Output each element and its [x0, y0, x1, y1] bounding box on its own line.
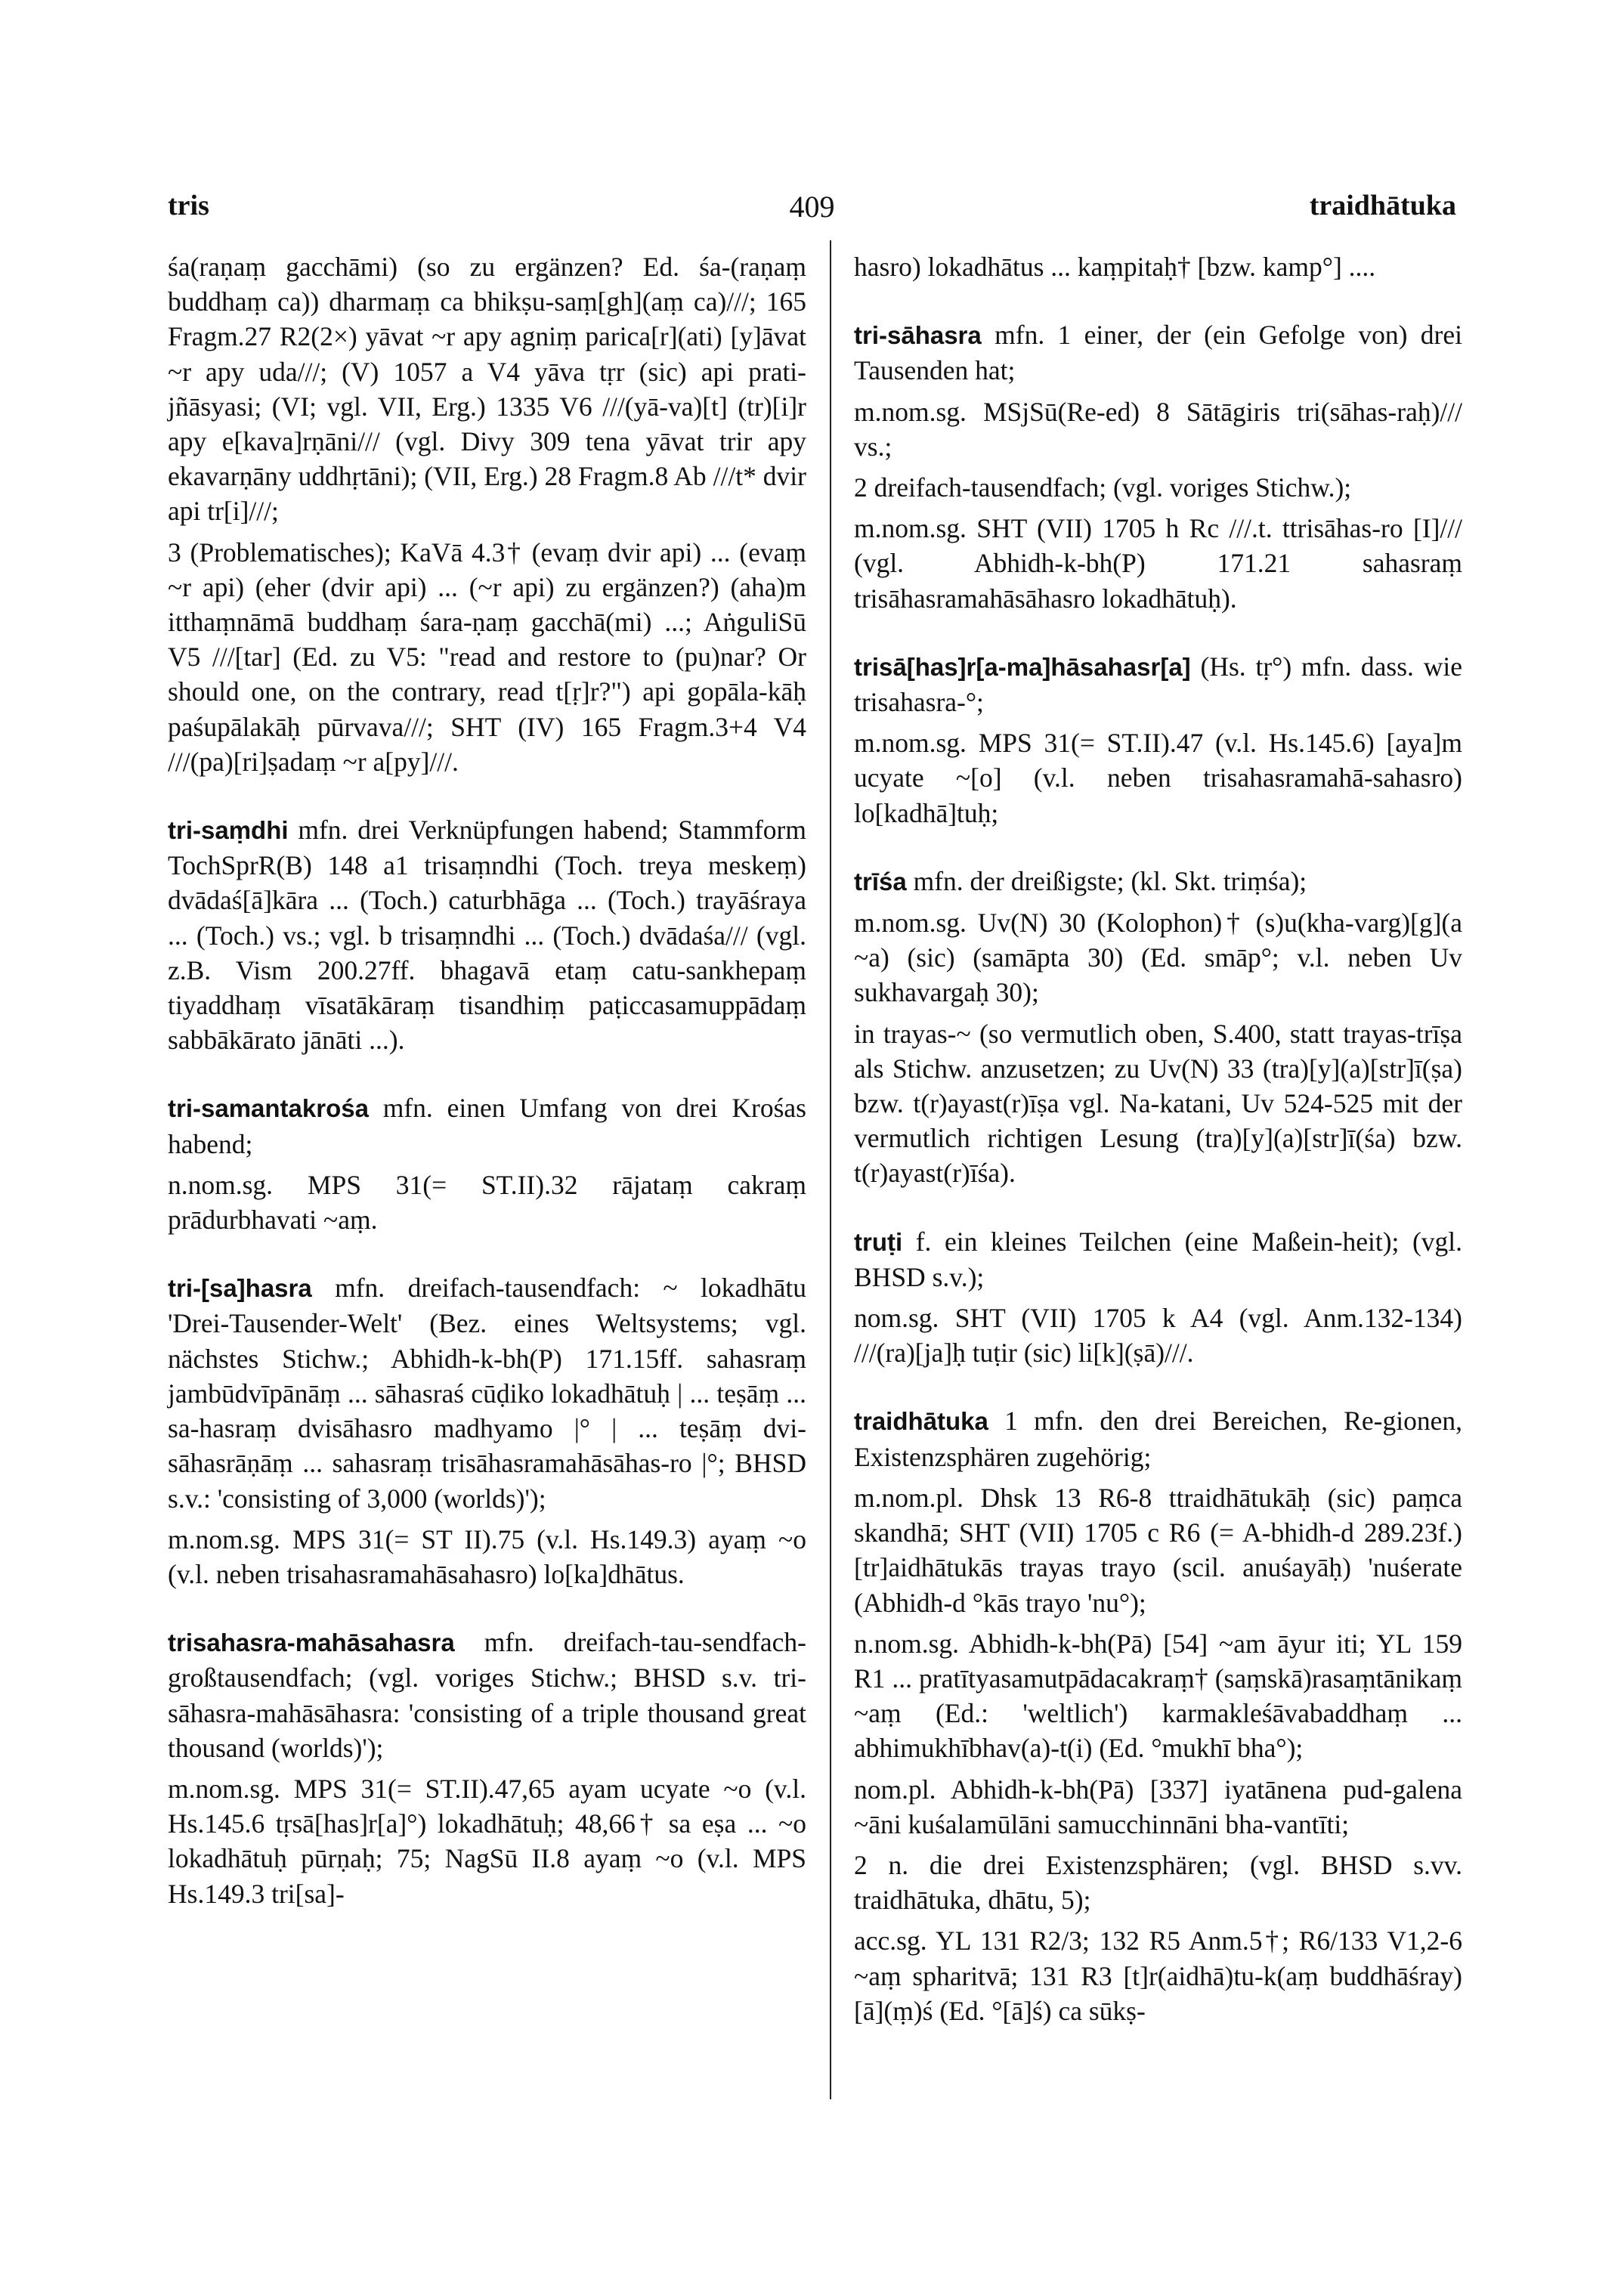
entry-text: mfn. dreifach-tausendfach: ~ lokadhātu 'Drei-Tausender-Welt' (Bez. eines Weltsystems; vgl. nächstes Stichw.; Abhidh-k-bh(P) 171.15ff. sahasraṃ jambūdvīpānāṃ ... sāhasraś cūḍiko lokadhātuḥ | ... teṣāṃ ... sa-hasraṃ dvisāhasro madhyamo |° | ... teṣāṃ dvi-sāhasrāṇāṃ ... sahasraṃ trisāhasramahāsāhas-ro |°; BHSD s.v.: 'consisting of 3,000 (worlds)'); [168, 1273, 807, 1514]
dictionary-entry [854, 317, 1462, 616]
entry-paragraph [854, 1923, 1462, 2028]
entry-text: nom.sg. SHT (VII) 1705 k A4 (vgl. Anm.132-134) ///(ra)[ja]ḥ tuṭir (sic) li[k](ṣā)///. [854, 1303, 1462, 1369]
dictionary-entry [854, 649, 1462, 831]
page-number: 409 [789, 190, 835, 224]
dictionary-entry [854, 1403, 1462, 2028]
entry-paragraph [168, 1090, 806, 1161]
entry-paragraph [168, 812, 806, 1057]
entry-paragraph [854, 1301, 1462, 1370]
entry-paragraph [854, 317, 1462, 388]
entry-text: 2 n. die drei Existenzsphären; (vgl. BHSD s.vv. traidhātuka, dhātu, 5); [854, 1849, 1462, 1916]
entry-text: m.nom.sg. SHT (VII) 1705 h Rc ///.t. ttrisāhas-ro [I]/// (vgl. Abhidh-k-bh(P) 171.21 sahasraṃ trisāhasramahāsāhasro lokadhātuḥ). [854, 513, 1462, 614]
entry-paragraph [854, 1848, 1462, 1917]
dictionary-entry [168, 249, 806, 779]
dictionary-entry [854, 1224, 1462, 1371]
entry-text: mfn. einen Umfang von drei Krośas habend; [168, 1093, 806, 1159]
entry-paragraph [854, 1480, 1462, 1620]
entry-paragraph [854, 470, 1462, 505]
entry-paragraph [854, 249, 1462, 284]
entry-text: 1 mfn. den drei Bereichen, Re-gionen, Existenzsphären zugehörig; [854, 1406, 1463, 1472]
dictionary-entry [854, 864, 1462, 1191]
entry-headword: tri-samantakrośa [168, 1094, 369, 1123]
entry-headword: trīśa [854, 867, 907, 895]
entry-text: f. ein kleines Teilchen (eine Maßein-heit); (vgl. BHSD s.v.); [854, 1226, 1463, 1292]
entry-headword: truṭi [854, 1227, 903, 1256]
dictionary-entry [168, 1625, 806, 1911]
entry-paragraph [168, 1270, 806, 1515]
column-divider [830, 240, 831, 2099]
entry-headword: tri-[sa]hasra [168, 1274, 312, 1303]
entry-paragraph [854, 1224, 1462, 1295]
entry-paragraph [854, 905, 1462, 1010]
entry-text: śa(raṇaṃ gacchāmi) (so zu ergänzen? Ed. śa-(raṇaṃ buddhaṃ ca)) dharmaṃ ca bhikṣu-saṃ[gh](aṃ ca)///; 165 Fragm.27 R2(2×) yāvat ~r apy agniṃ parica[r](ati) [y]āvat ~r apy uda///; (V) 1057 a V4 yāva tṛr (sic) api prati-jñāsyasi; (VI; vgl. VII, Erg.) 1335 V6 ///(yā-va)[t] (tr)[i]r apy e[kava]rṇāni/// (vgl. Divy 309 tena yāvat trir apy ekavarṇāny uddhṛtāni); (VII, Erg.) 28 Fragm.8 Ab ///t* dvir api tr[i]///; [168, 252, 806, 527]
entry-text: n.nom.sg. MPS 31(= ST.II).32 rājataṃ cakraṃ prādurbhavati ~aṃ. [168, 1169, 806, 1236]
dictionary-entry [854, 249, 1462, 284]
entry-headword: trisā[has]r[a-ma]hāsahasr[a] [854, 652, 1191, 681]
entry-text: m.nom.sg. MPS 31(= ST II).75 (v.l. Hs.149.3) ayaṃ ~o (v.l. neben trisahasramahāsahasro) lo[ka]dhātus. [168, 1523, 806, 1589]
entry-text: m.nom.sg. MSjSū(Re-ed) 8 Sātāgiris tri(sāhas-raḥ)/// vs.; [854, 396, 1462, 462]
entry-text: (Hs. tṛ°) mfn. dass. wie trisahasra-°; [854, 651, 1462, 718]
dictionary-entry [168, 1270, 806, 1591]
entry-paragraph [168, 1168, 806, 1237]
entry-text: n.nom.sg. Abhidh-k-bh(Pā) [54] ~am āyur iti; YL 159 R1 ... pratītyasamutpādacakraṃ† (saṃskā)rasaṃtānikaṃ ~aṃ (Ed.: 'weltlich') karmakleśāvabaddhaṃ ... abhimukhībhav(a)-t(i) (Ed. °mukhī bha°); [854, 1628, 1462, 1764]
entry-text: nom.pl. Abhidh-k-bh(Pā) [337] iyatānena pud-galena ~āni kuśalamūlāni samucchinnāni bha-vantīti; [854, 1774, 1462, 1839]
entry-paragraph [168, 1771, 806, 1911]
entry-text: mfn. drei Verknüpfungen habend; Stammform TochSprR(B) 148 a1 trisaṃndhi (Toch. treya meskeṃ) dvādaś[ā]kāra ... (Toch.) caturbhāga ... (Toch.) trayāśraya ... (Toch.) vs.; vgl. b trisaṃndhi ... (Toch.) dvādaśa/// (vgl. z.B. Vism 200.27ff. bhagavā etaṃ catu-sankhepaṃ tiyaddhaṃ vīsatākāraṃ tisandhiṃ paṭiccasamuppādaṃ sabbākārato jānāti ...). [168, 815, 806, 1056]
entry-paragraph [854, 1626, 1462, 1766]
entry-text: in trayas-~ (so vermutlich oben, S.400, statt trayas-trīṣa als Stichw. anzusetzen; zu Uv(N) 33 (tra)[y](a)[str]ī(ṣa) bzw. t(r)ayast(r)īṣa vgl. Na-katani, Uv 524-525 mit der vermutlich richtigen Lesung (tra)[y](a)[str]ī(śa) bzw. t(r)ayast(r)īśa). [854, 1018, 1462, 1189]
entry-paragraph [168, 249, 806, 529]
entry-paragraph [168, 1522, 806, 1591]
entry-text: 2 dreifach-tausendfach; (vgl. voriges Stichw.); [854, 472, 1352, 503]
entry-text: mfn. dreifach-tau-sendfach-großtausendfach; (vgl. voriges Stichw.; BHSD s.v. tri-sāhasra-mahāsāhasra: 'consisting of a triple thousand great thousand (worlds)'); [168, 1627, 806, 1763]
entry-text: m.nom.sg. Uv(N) 30 (Kolophon)† (s)u(kha-varg)[g](a ~a) (sic) (samāpta 30) (Ed. smāp°; v.l. neben Uv sukhavargaḥ 30); [854, 908, 1462, 1008]
entry-headword: traidhātuka [854, 1407, 988, 1436]
dictionary-entry [168, 1090, 806, 1237]
entry-paragraph [854, 1016, 1462, 1191]
running-head-left: tris [168, 190, 209, 221]
entry-paragraph [854, 1772, 1462, 1842]
entry-paragraph [854, 394, 1462, 464]
entry-paragraph [168, 535, 806, 779]
dictionary-entry [168, 812, 806, 1057]
entry-paragraph [168, 1625, 806, 1765]
entry-text: m.nom.sg. MPS 31(= ST.II).47 (v.l. Hs.145.6) [aya]m ucyate ~[o] (v.l. neben trisahasramahā-sahasro) lo[kadhā]tuḥ; [854, 728, 1462, 828]
entry-text: m.nom.pl. Dhsk 13 R6-8 ttraidhātukāḥ (sic) paṃca skandhā; SHT (VII) 1705 c R6 (= A-bhidh-d 289.23f.) [tr]aidhātukās trayas trayo (scil. anuśayāḥ) 'nuśerate (Abhidh-d °kās trayo 'nu°); [854, 1482, 1462, 1618]
entry-paragraph [854, 864, 1462, 899]
entry-text: m.nom.sg. MPS 31(= ST.II).47,65 ayam ucyate ~o (v.l. Hs.145.6 tṛsā[has]r[a]°) lokadhātuḥ; 48,66† sa eṣa ... ~o lokadhātuḥ pūrṇaḥ; 75; NagSū II.8 ayaṃ ~o (v.l. MPS Hs.149.3 tri[sa]- [168, 1773, 806, 1909]
left-column [168, 249, 806, 1944]
entry-paragraph [854, 1403, 1462, 1474]
entry-paragraph [854, 511, 1462, 616]
entry-text: 3 (Problematisches); KaVā 4.3† (evaṃ dvir api) ... (evaṃ ~r api) (eher (dvir api) ... (~r api) zu ergänzen?) (aha)m itthaṃnāmā buddhaṃ śara-ṇaṃ gacchā(mi) ...; AṅguliSū V5 ///[tar] (Ed. zu V5: "read and restore to (pu)nar? Or should one, on the contrary, read t[ṛ]r?") api gopāla-kāḥ paśupālakāḥ pūrvava///; SHT (IV) 165 Fragm.3+4 V4 ///(pa)[ri]ṣadaṃ ~r a[py]///. [168, 537, 806, 777]
entry-text: hasro) lokadhātus ... kaṃpitaḥ† [bzw. kamp°] .... [854, 252, 1376, 282]
entry-paragraph [854, 649, 1462, 719]
entry-text: mfn. der dreißigste; (kl. Skt. triṃśa); [913, 865, 1307, 896]
entry-headword: tri-sāhasra [854, 321, 982, 350]
entry-text: acc.sg. YL 131 R2/3; 132 R5 Anm.5†; R6/133 V1,2-6 ~aṃ spharitvā; 131 R3 [t]r(aidhā)tu-k(aṃ buddhāśray)[ā](ṃ)ś (Ed. °[ā]ś) ca sūkṣ- [854, 1926, 1462, 2026]
right-column [854, 249, 1462, 2062]
entry-headword: trisahasra-mahāsahasra [168, 1629, 455, 1657]
entry-headword: tri-saṃdhi [168, 816, 289, 845]
entry-paragraph [854, 725, 1462, 831]
running-head-right: traidhātuka [1309, 190, 1456, 221]
entry-text: mfn. 1 einer, der (ein Gefolge von) drei Tausenden hat; [854, 320, 1462, 386]
